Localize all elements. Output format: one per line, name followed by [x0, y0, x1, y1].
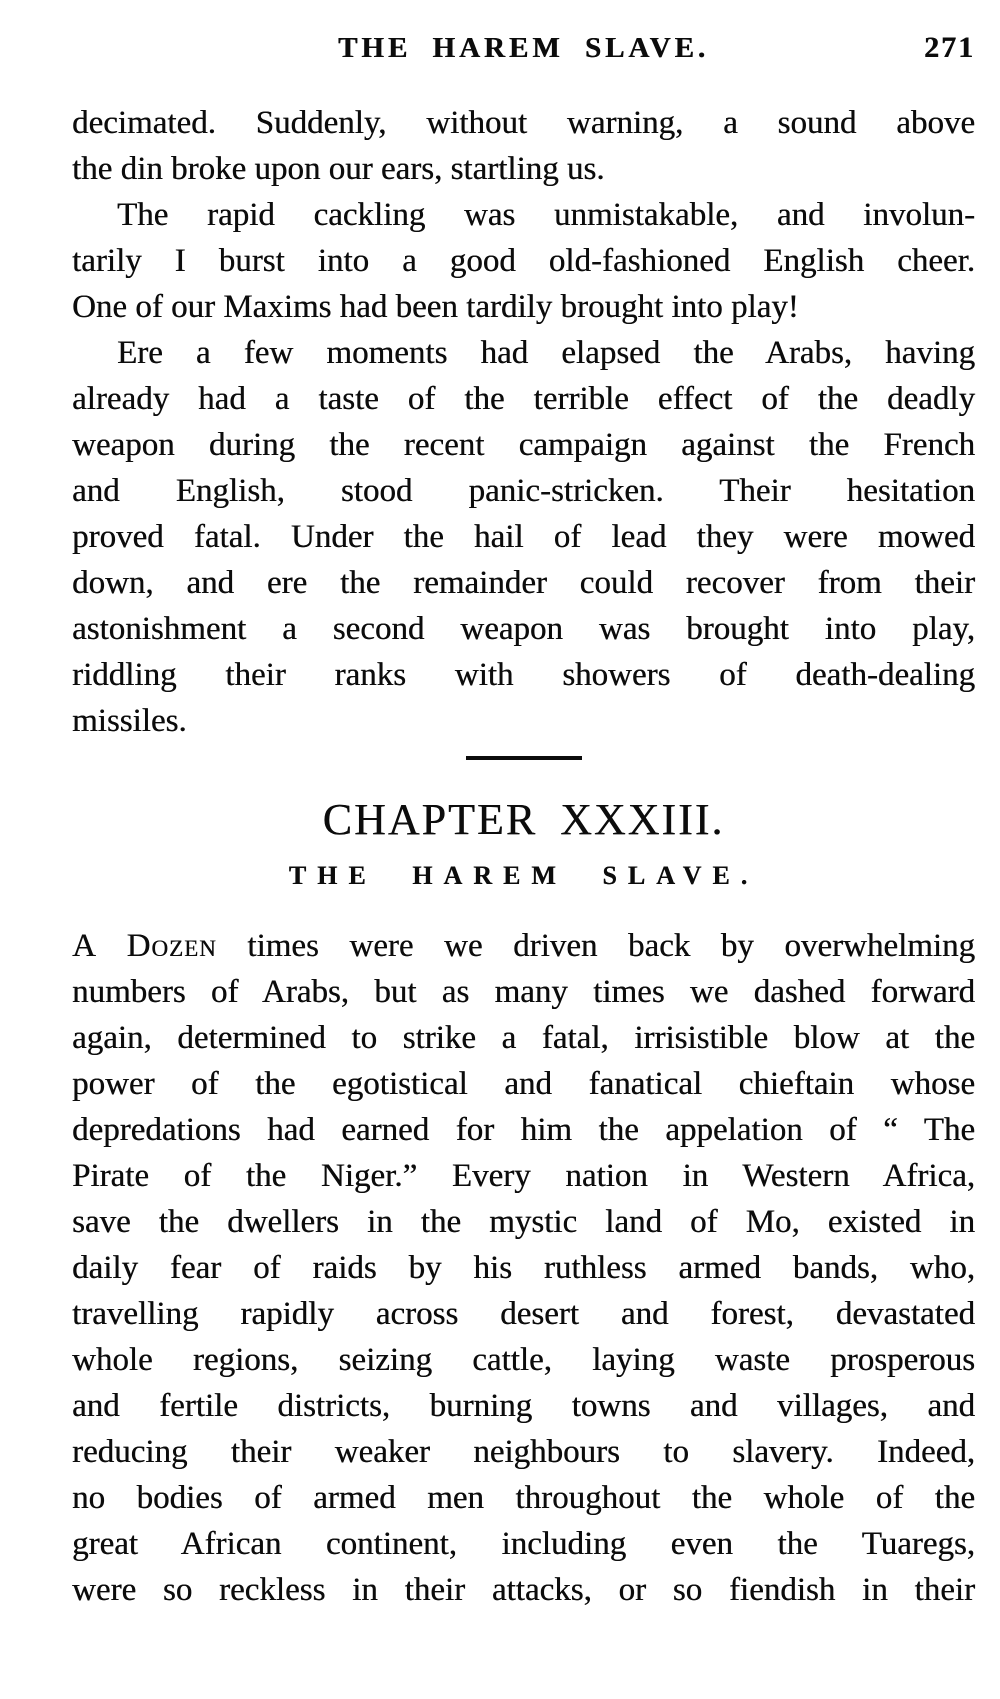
smallcaps-lead: A Dozen [72, 928, 217, 964]
text-line: great African continent, including even the Tuaregs, [72, 1526, 975, 1562]
text-line: numbers of Arabs, but as many times we dashed forward [72, 974, 975, 1010]
text-line: decimated. Suddenly, without warning, a sound above [72, 105, 975, 141]
text-line: were so reckless in their attacks, or so fiendish in their [72, 1572, 975, 1608]
page-number: 271 [924, 31, 975, 64]
paragraphs-top [72, 100, 975, 744]
paragraphs-chapter [72, 923, 975, 1613]
text-line: Ere a few moments had elapsed the Arabs, having [117, 335, 975, 371]
text-line: The rapid cackling was unmistakable, and involun- [117, 197, 975, 233]
text-line: save the dwellers in the mystic land of Mo, existed in [72, 1204, 975, 1240]
text-line: again, determined to strike a fatal, irrisistible blow at the [72, 1020, 975, 1056]
chapter-subtitle: THE HAREM SLAVE. [288, 861, 759, 890]
text-line: already had a taste of the terrible effect of the deadly [72, 381, 975, 417]
running-title: THE HAREM SLAVE. [337, 32, 710, 64]
text-line: travelling rapidly across desert and forest, devastated [72, 1296, 975, 1332]
paragraph [72, 923, 975, 1613]
text-line: astonishment a second weapon was brought into play, [72, 611, 975, 647]
text-line: Pirate of the Niger.” Every nation in Western Africa, [72, 1158, 975, 1194]
text-line: A Dozen times were we driven back by overwhelming [72, 928, 975, 964]
text-line: down, and ere the remainder could recover from their [72, 565, 975, 601]
text-line: missiles. [72, 703, 187, 739]
paragraph [72, 192, 975, 330]
text-line: and English, stood panic-stricken. Their hesitation [72, 473, 975, 509]
text-line: whole regions, seizing cattle, laying waste prosperous [72, 1342, 975, 1378]
text-line: daily fear of raids by his ruthless armed bands, who, [72, 1250, 975, 1286]
text-line: proved fatal. Under the hail of lead they were mowed [72, 519, 975, 555]
paragraph [72, 330, 975, 744]
body-text [72, 100, 975, 1613]
text-line: One of our Maxims had been tardily brought into play! [72, 289, 799, 325]
text-line: reducing their weaker neighbours to slavery. Indeed, [72, 1434, 975, 1470]
text-line: tarily I burst into a good old-fashioned English cheer. [72, 243, 975, 279]
paragraph [72, 100, 975, 192]
text-line: and fertile districts, burning towns and villages, and [72, 1388, 975, 1424]
chapter-heading: CHAPTER XXXIII. [322, 795, 725, 844]
text-line: power of the egotistical and fanatical chieftain whose [72, 1066, 975, 1102]
text-line: depredations had earned for him the appelation of “ The [72, 1112, 975, 1148]
text-line: weapon during the recent campaign against the French [72, 427, 975, 463]
text-line: no bodies of armed men throughout the whole of the [72, 1480, 975, 1516]
text-line: riddling their ranks with showers of death-dealing [72, 657, 975, 693]
text-line: the din broke upon our ears, startling us. [72, 151, 605, 187]
section-divider [466, 756, 582, 760]
running-header [72, 33, 975, 63]
